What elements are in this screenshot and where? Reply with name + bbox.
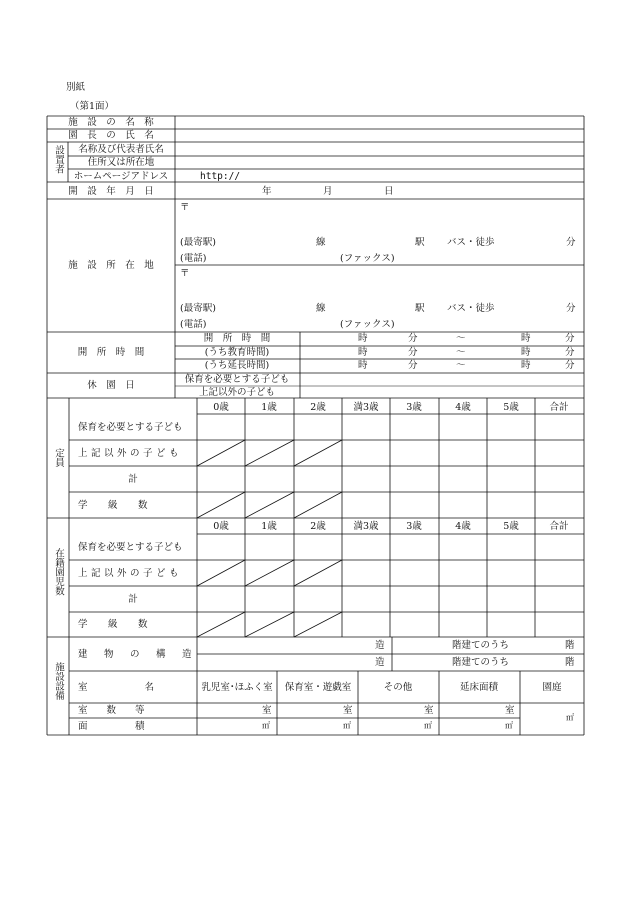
- age-column-header: 4歳: [455, 402, 471, 413]
- age-column-header: 1歳: [261, 402, 277, 413]
- enrolled-label: 在籍園児数: [53, 548, 64, 596]
- tilde: ～: [456, 347, 466, 358]
- hour-unit: 時: [358, 333, 368, 344]
- room-column-header: 延床面積: [459, 682, 499, 693]
- tilde: ～: [456, 333, 466, 344]
- year-unit: 年: [262, 186, 272, 197]
- age-column-header: 0歳: [213, 402, 229, 413]
- total-column-header: 合計: [549, 521, 569, 532]
- floors-text: 階建てのうち: [452, 640, 510, 651]
- annex-label: 別紙: [66, 82, 86, 93]
- minute-unit: 分: [408, 347, 418, 358]
- minute-unit: 分: [565, 347, 575, 358]
- postal-mark-2: 〒: [180, 268, 190, 279]
- total-column-header: 合計: [549, 402, 569, 413]
- station-unit-1: 駅: [415, 237, 425, 248]
- room-unit: 室: [505, 705, 515, 716]
- room-name-label: 室 名: [78, 682, 155, 693]
- location-label: 施 設 所 在 地: [68, 260, 154, 271]
- homepage-label: ホームページアドレス: [73, 171, 169, 182]
- founder-label: 設置者: [53, 145, 64, 174]
- floor-unit: 階: [565, 640, 575, 651]
- structure-suffix: 造: [375, 657, 385, 668]
- director-name-label: 園 長 の 氏 名: [68, 130, 154, 141]
- station-unit-2: 駅: [415, 303, 425, 314]
- structure-label: 建 物 の 構 造: [78, 649, 196, 660]
- age-column-header: 0歳: [213, 521, 229, 532]
- room-column-header: 乳児室･ほふく室: [201, 682, 273, 693]
- nearest-station-label-2: (最寄駅): [180, 303, 216, 314]
- postal-mark-1: 〒: [180, 202, 190, 213]
- capacity-row-label: 学 級 数: [78, 500, 154, 511]
- room-column-header: 園庭: [542, 682, 562, 693]
- established-label: 開 設 年 月 日: [68, 186, 154, 197]
- age-column-header: 3歳: [406, 402, 422, 413]
- floor-unit: 階: [565, 657, 575, 668]
- minute-unit: 分: [565, 333, 575, 344]
- fax-label-2: (ファックス): [340, 319, 395, 330]
- hour-unit: 時: [521, 360, 531, 371]
- phone-label-2: (電話): [180, 319, 207, 330]
- day-unit: 日: [384, 186, 394, 197]
- hour-unit: 時: [521, 347, 531, 358]
- area-unit: ㎡: [262, 721, 270, 730]
- facility-name-label: 施 設 の 名 称: [68, 117, 154, 128]
- enrolled-row-label: 保育を必要とする子ども: [78, 542, 183, 553]
- hour-unit: 時: [358, 347, 368, 358]
- hours-row-label: (うち教育時間): [204, 347, 270, 358]
- area-label: 面 積: [78, 721, 145, 732]
- minutes-unit-1: 分: [566, 237, 576, 248]
- room-unit: 室: [262, 705, 272, 716]
- area-unit: ㎡: [343, 721, 351, 730]
- room-count-label: 室 数 等: [78, 705, 145, 716]
- area-unit: ㎡: [424, 721, 432, 730]
- age-column-header: 4歳: [455, 521, 471, 532]
- age-column-header: 3歳: [406, 521, 422, 532]
- age-column-header: 満3歳: [353, 402, 379, 413]
- age-column-header: 2歳: [310, 521, 326, 532]
- hours-label: 開 所 時 間: [77, 347, 145, 358]
- capacity-label: 定員: [53, 448, 64, 467]
- minute-unit: 分: [408, 360, 418, 371]
- nearest-station-label-1: (最寄駅): [180, 237, 216, 248]
- room-unit: 室: [424, 705, 434, 716]
- homepage-value: http://: [200, 171, 241, 182]
- enrolled-row-label: 上記以外の子ども: [78, 568, 183, 579]
- minute-unit: 分: [565, 360, 575, 371]
- capacity-row-label: 上記以外の子ども: [78, 448, 183, 459]
- hour-unit: 時: [521, 333, 531, 344]
- month-unit: 月: [323, 186, 333, 197]
- bus-walk-label-1: バス・徒歩: [447, 237, 495, 248]
- hours-row-label: 開 所 時 間: [203, 333, 271, 344]
- minutes-unit-2: 分: [566, 303, 576, 314]
- capacity-row-label: 計: [128, 474, 138, 485]
- garden-area-unit: ㎡: [566, 713, 574, 722]
- bus-walk-label-2: バス・徒歩: [447, 303, 495, 314]
- phone-label-1: (電話): [180, 253, 207, 264]
- enrolled-row-label: 学 級 数: [78, 619, 154, 630]
- structure-suffix: 造: [375, 640, 385, 651]
- holiday-row-label: 上記以外の子ども: [198, 387, 276, 398]
- age-column-header: 1歳: [261, 521, 277, 532]
- holiday-label: 休 園 日: [87, 380, 135, 391]
- hour-unit: 時: [358, 360, 368, 371]
- equipment-label: 施設設備: [53, 662, 64, 700]
- age-column-header: 満3歳: [353, 521, 379, 532]
- fax-label-1: (ファックス): [340, 253, 395, 264]
- capacity-row-label: 保育を必要とする子ども: [78, 422, 183, 433]
- line-unit-2: 線: [316, 303, 326, 314]
- page-number: （第1面）: [70, 101, 115, 112]
- age-column-header: 5歳: [503, 402, 519, 413]
- founder-address-label: 住所又は所在地: [87, 157, 155, 168]
- area-unit: ㎡: [505, 721, 513, 730]
- hours-row-label: (うち延長時間): [204, 360, 270, 371]
- line-unit-1: 線: [316, 237, 326, 248]
- room-unit: 室: [343, 705, 353, 716]
- holiday-row-label: 保育を必要とする子ども: [184, 374, 290, 385]
- room-column-header: 保育室・遊戯室: [284, 682, 352, 693]
- age-column-header: 2歳: [310, 402, 326, 413]
- minute-unit: 分: [408, 333, 418, 344]
- room-column-header: その他: [383, 682, 413, 693]
- age-column-header: 5歳: [503, 521, 519, 532]
- tilde: ～: [456, 360, 466, 371]
- founder-name-label: 名称及び代表者氏名: [78, 144, 164, 155]
- enrolled-row-label: 計: [128, 594, 138, 605]
- floors-text: 階建てのうち: [452, 657, 510, 668]
